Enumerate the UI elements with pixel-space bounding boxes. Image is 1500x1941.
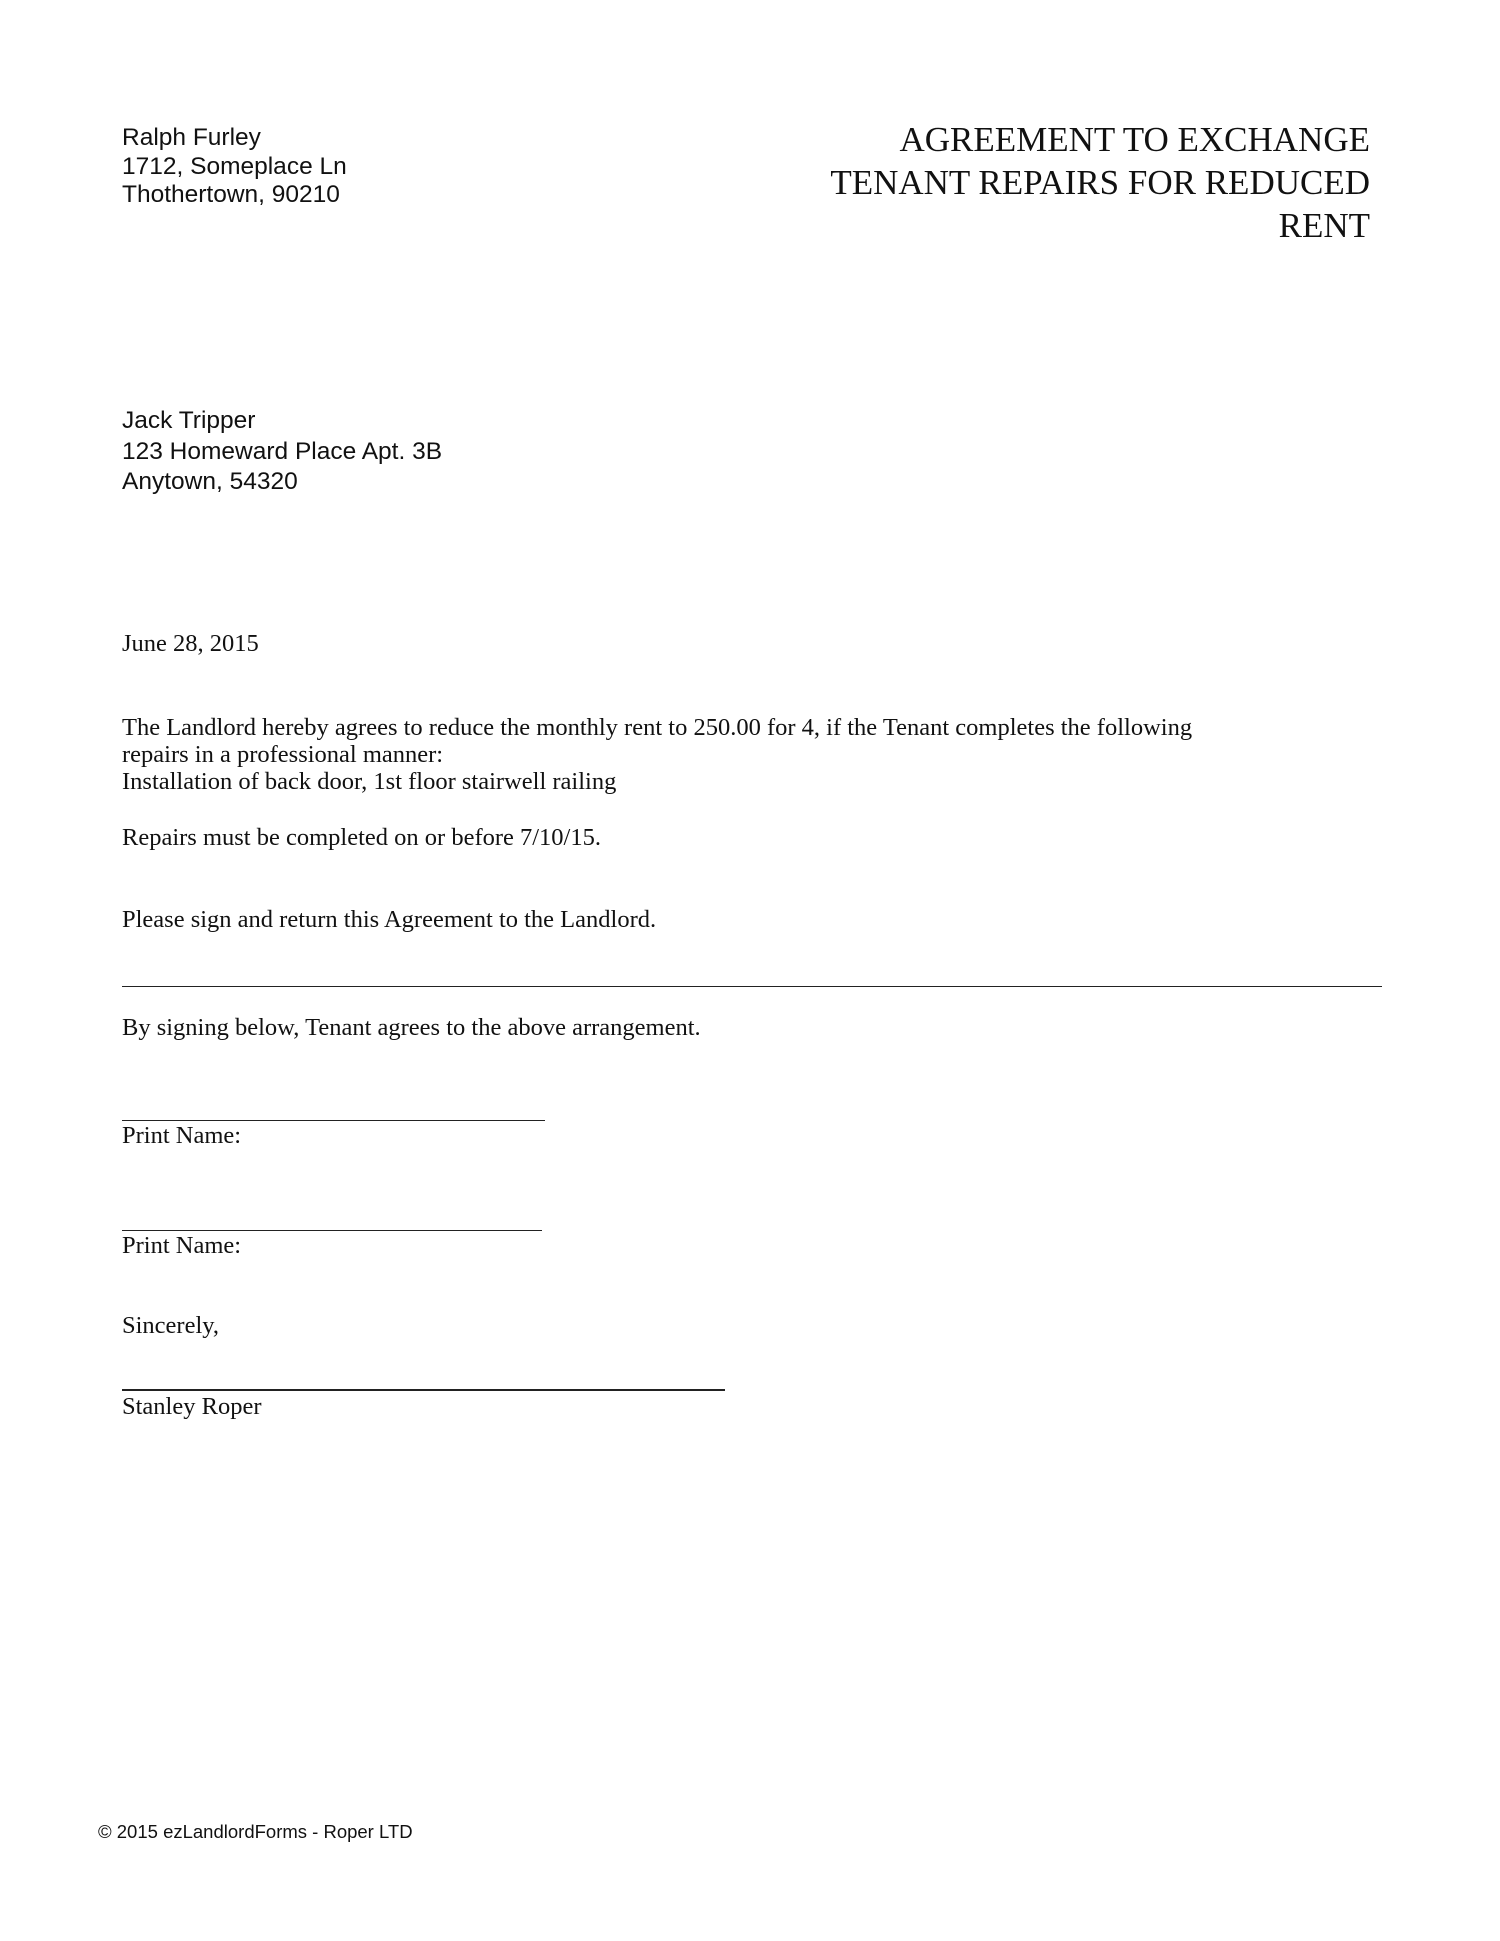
tenant-address bbox=[122, 406, 442, 498]
tenant-signature-line-2 bbox=[122, 1230, 542, 1231]
repairs-list: Installation of back door, 1st floor stairwell railing bbox=[122, 768, 617, 795]
landlord-signature-line bbox=[122, 1389, 725, 1391]
landlord-name: Ralph Furley bbox=[122, 124, 261, 151]
return-instruction: Please sign and return this Agreement to the Landlord. bbox=[122, 906, 657, 933]
tenant-city-zip: Anytown, 54320 bbox=[122, 468, 298, 495]
section-divider bbox=[122, 986, 1382, 987]
print-name-label-1: Print Name: bbox=[122, 1122, 242, 1149]
landlord-street: 1712, Someplace Ln bbox=[122, 152, 347, 180]
closing: Sincerely, bbox=[122, 1312, 220, 1339]
landlord-signer-name: Stanley Roper bbox=[122, 1393, 262, 1420]
copyright-footer: © 2015 ezLandlordForms - Roper LTD bbox=[98, 1821, 413, 1842]
agreement-paragraph bbox=[122, 714, 1362, 795]
repair-deadline: Repairs must be completed on or before 7/10/15. bbox=[122, 824, 601, 851]
agreement-line-1: The Landlord hereby agrees to reduce the monthly rent to 250.00 for 4, if the Tenant completes the following bbox=[122, 714, 1193, 741]
landlord-address bbox=[122, 124, 347, 210]
tenant-consent: By signing below, Tenant agrees to the above arrangement. bbox=[122, 1014, 701, 1041]
tenant-name: Jack Tripper bbox=[122, 407, 256, 434]
title-line-2: TENANT REPAIRS FOR REDUCED bbox=[830, 163, 1370, 202]
print-name-label-2: Print Name: bbox=[122, 1232, 242, 1259]
document-title bbox=[750, 118, 1370, 247]
tenant-street: 123 Homeward Place Apt. 3B bbox=[122, 437, 443, 465]
letter-date: June 28, 2015 bbox=[122, 630, 259, 657]
tenant-signature-line-1 bbox=[122, 1120, 545, 1121]
agreement-line-2: repairs in a professional manner: bbox=[122, 741, 444, 768]
title-line-1: AGREEMENT TO EXCHANGE bbox=[899, 120, 1370, 159]
title-line-3: RENT bbox=[1278, 206, 1370, 245]
landlord-city-zip: Thothertown, 90210 bbox=[122, 181, 340, 208]
